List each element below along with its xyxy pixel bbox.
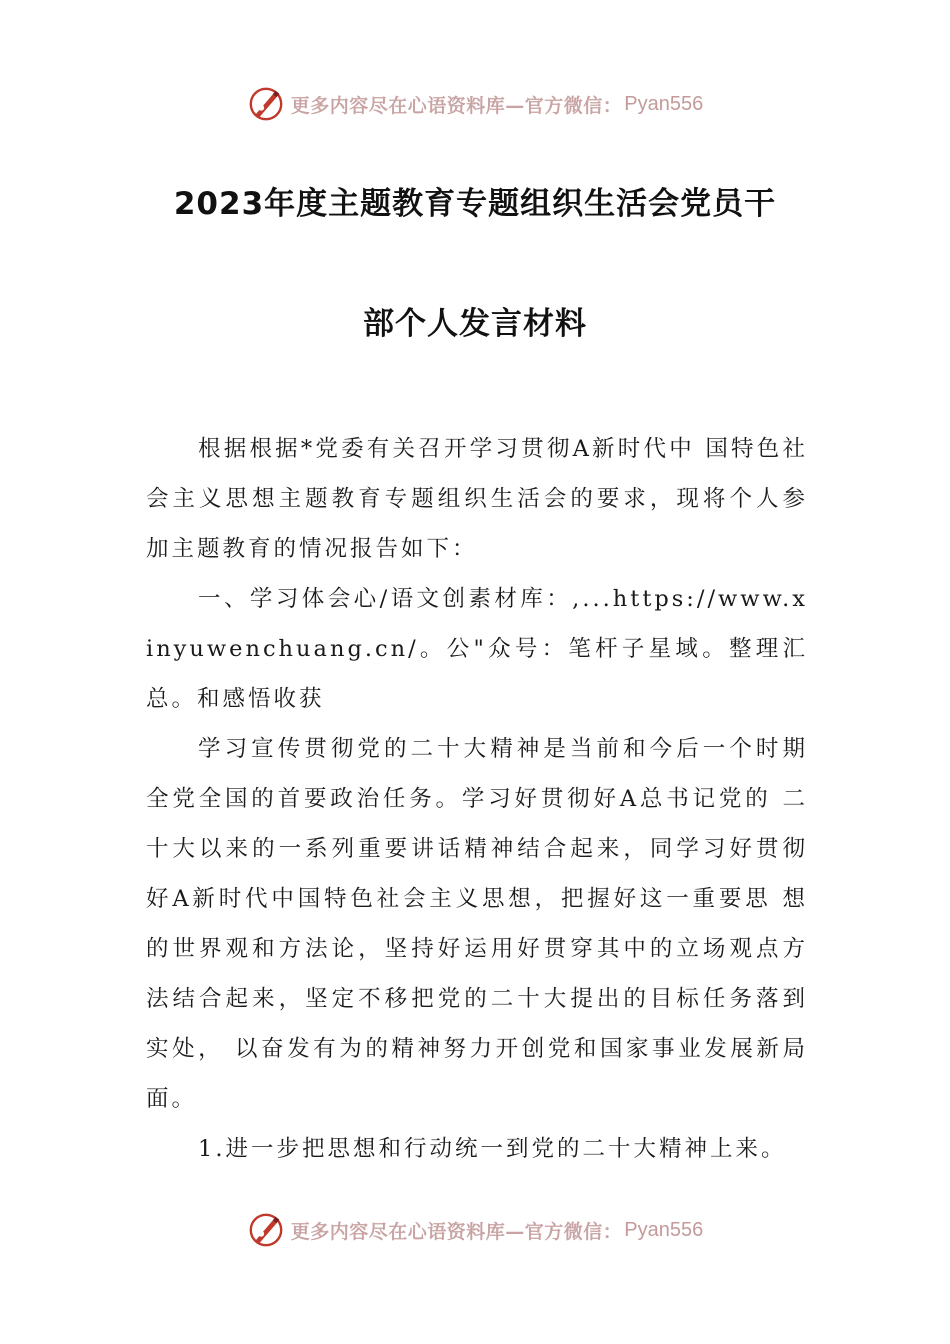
banner-text: 更多内容尽在心语资料库—官方微信： [290,94,623,117]
header-banner [0,80,950,128]
document-body [146,424,808,1174]
wechat-id: Pyan556 [624,1218,704,1241]
footer-banner [0,1206,950,1254]
document-title-line-2: 部个人发言材料 [363,306,587,342]
paragraph-intro: 根据根据*党委有关召开学习贯彻A新时代中 国特色社会主义思想主题教育专题组织生活会的要求，现将个人参加主题教育的情况报告如下： [146,436,808,562]
paragraph-point-1: 1.进一步把思想和行动统一到党的二十大精神上来。 [198,1136,787,1162]
wechat-id: Pyan556 [624,92,704,115]
banner-text: 更多内容尽在心语资料库—官方微信： [290,1220,623,1243]
pen-logo-icon [247,85,285,123]
paragraph-section-heading: 一、学习体会心/语文创素材库：,...https://www.xinyuwenchuang.cn/。公"众号：笔杆子星域。整理汇总。和感悟收获 [146,586,808,712]
document-title-line-1: 2023年度主题教育专题组织生活会党员干 [173,186,777,222]
pen-logo-icon [247,1211,285,1249]
paragraph-main: 学习宣传贯彻党的二十大精神是当前和今后一个时期全党全国的首要政治任务。学习好贯彻好A总书记党的 二十大以来的一系列重要讲话精神结合起来，同学习好贯彻好A新时代中国特色社会主义思想，把握好这一重要思 想的世界观和方法论，坚持好运用好贯穿其中的立场观点方法结合起来，坚定不移把党的二十大提出的目标任务落到实处， 以奋发有为的精神努力开创党和国家事业发展新局面。 [146,736,808,1112]
